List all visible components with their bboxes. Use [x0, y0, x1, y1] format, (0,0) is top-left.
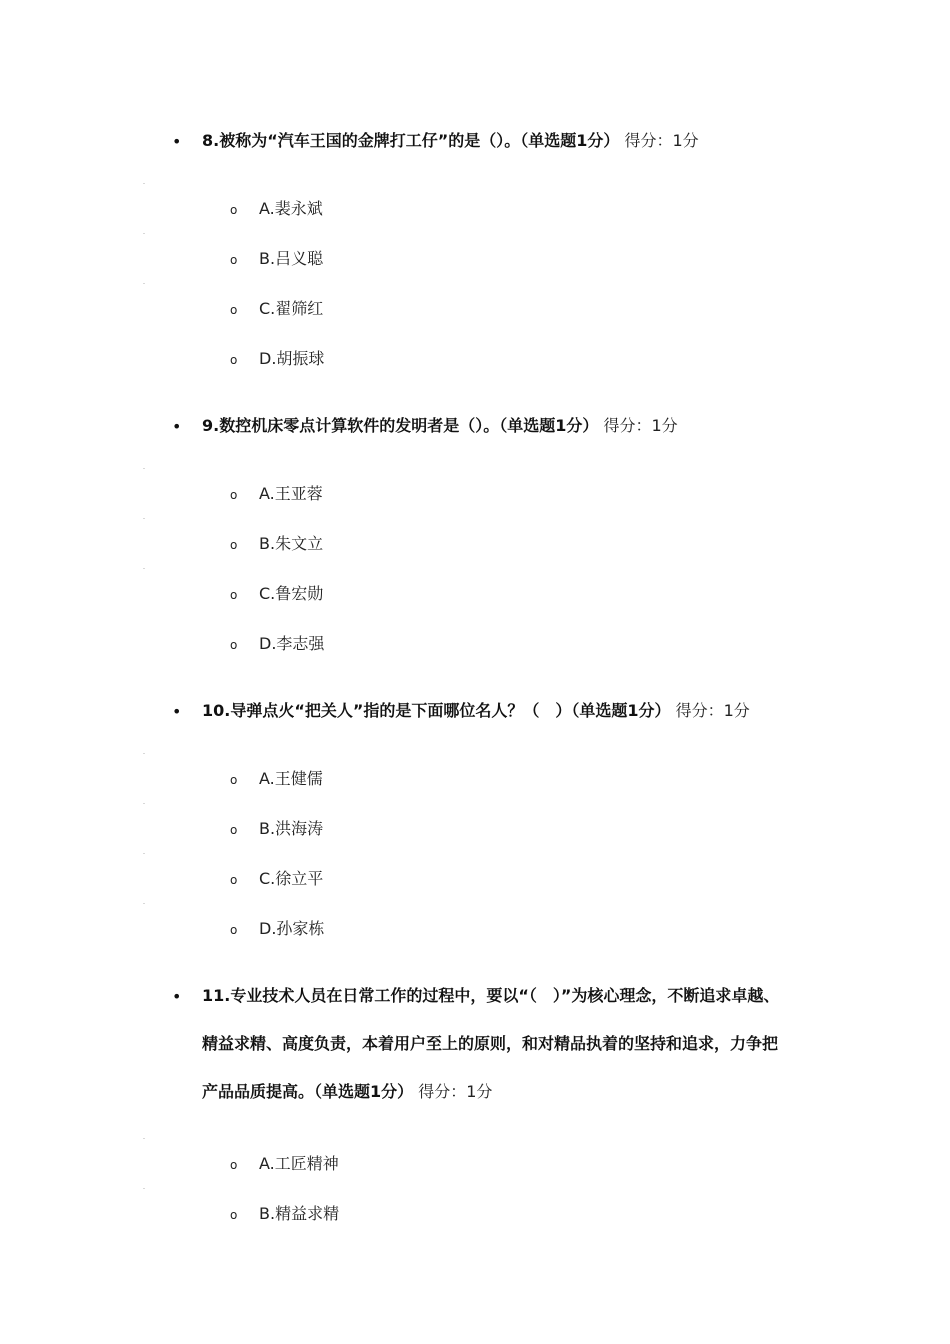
option-label: B.吕义聪 [259, 249, 324, 268]
option-label: D.胡振球 [259, 349, 325, 368]
option-a[interactable] [0, 199, 950, 221]
question-bullet: • [172, 702, 182, 721]
question-text-line-2 [202, 1034, 778, 1054]
question-score: 得分：1分 [418, 1082, 493, 1101]
question-text [202, 701, 750, 721]
question-title: 8.被称为“汽车王国的金牌打工仔”的是（）。（单选题1分） [202, 131, 620, 150]
margin-speck [143, 903, 145, 904]
option-bullet: o [230, 253, 238, 267]
question-score: 得分：1分 [603, 416, 678, 435]
option-label: C.徐立平 [259, 869, 324, 888]
margin-speck [143, 468, 145, 469]
question-text-line-3 [202, 1082, 492, 1102]
question-bullet: • [172, 132, 182, 151]
option-bullet: o [230, 488, 238, 502]
question-bullet: • [172, 417, 182, 436]
option-bullet: o [230, 773, 238, 787]
option-label: C.鲁宏勋 [259, 584, 324, 603]
option-label: A.王健儒 [259, 769, 323, 788]
option-c[interactable] [0, 299, 950, 321]
option-bullet: o [230, 538, 238, 552]
option-bullet: o [230, 873, 238, 887]
option-a[interactable] [0, 1154, 950, 1176]
option-d[interactable] [0, 919, 950, 941]
option-bullet: o [230, 823, 238, 837]
question-text [202, 131, 699, 151]
option-label: B.洪海涛 [259, 819, 324, 838]
option-label: D.孙家栋 [259, 919, 325, 938]
option-label: B.朱文立 [259, 534, 324, 553]
question-title: 产品品质提高。（单选题1分） [202, 1082, 414, 1101]
option-a[interactable] [0, 484, 950, 506]
margin-speck [143, 518, 145, 519]
option-bullet: o [230, 353, 238, 367]
margin-speck [143, 568, 145, 569]
option-label: A.王亚蓉 [259, 484, 323, 503]
option-bullet: o [230, 1158, 238, 1172]
question-title: 11.专业技术人员在日常工作的过程中，要以“（ ）”为核心理念，不断追求卓越、 [202, 986, 780, 1005]
question-title: 精益求精、高度负责，本着用户至上的原则，和对精品执着的坚持和追求，力争把 [202, 1034, 779, 1053]
question-score: 得分：1分 [675, 701, 750, 720]
option-c[interactable] [0, 584, 950, 606]
option-bullet: o [230, 303, 238, 317]
option-bullet: o [230, 923, 238, 937]
option-label: D.李志强 [259, 634, 325, 653]
question-title: 10.导弹点火“把关人”指的是下面哪位名人？（ ）（单选题1分） [202, 701, 671, 720]
option-label: B.精益求精 [259, 1204, 340, 1223]
option-d[interactable] [0, 634, 950, 656]
question-text-line-1 [202, 986, 779, 1006]
question-text [202, 416, 678, 436]
option-label: A.工匠精神 [259, 1154, 339, 1173]
margin-speck [143, 183, 145, 184]
margin-speck [143, 753, 145, 754]
margin-speck [143, 233, 145, 234]
margin-speck [143, 803, 145, 804]
option-label: A.裴永斌 [259, 199, 323, 218]
margin-speck [143, 1138, 145, 1139]
option-b[interactable] [0, 534, 950, 556]
question-bullet: • [172, 987, 182, 1006]
option-bullet: o [230, 203, 238, 217]
option-c[interactable] [0, 869, 950, 891]
margin-speck [143, 853, 145, 854]
option-a[interactable] [0, 769, 950, 791]
margin-speck [143, 1188, 145, 1189]
option-b[interactable] [0, 1204, 950, 1226]
option-bullet: o [230, 638, 238, 652]
question-score: 得分：1分 [624, 131, 699, 150]
margin-speck [143, 283, 145, 284]
option-bullet: o [230, 1208, 238, 1222]
option-b[interactable] [0, 249, 950, 271]
option-label: C.翟筛红 [259, 299, 324, 318]
question-title: 9.数控机床零点计算软件的发明者是（）。（单选题1分） [202, 416, 599, 435]
option-bullet: o [230, 588, 238, 602]
option-d[interactable] [0, 349, 950, 371]
option-b[interactable] [0, 819, 950, 841]
